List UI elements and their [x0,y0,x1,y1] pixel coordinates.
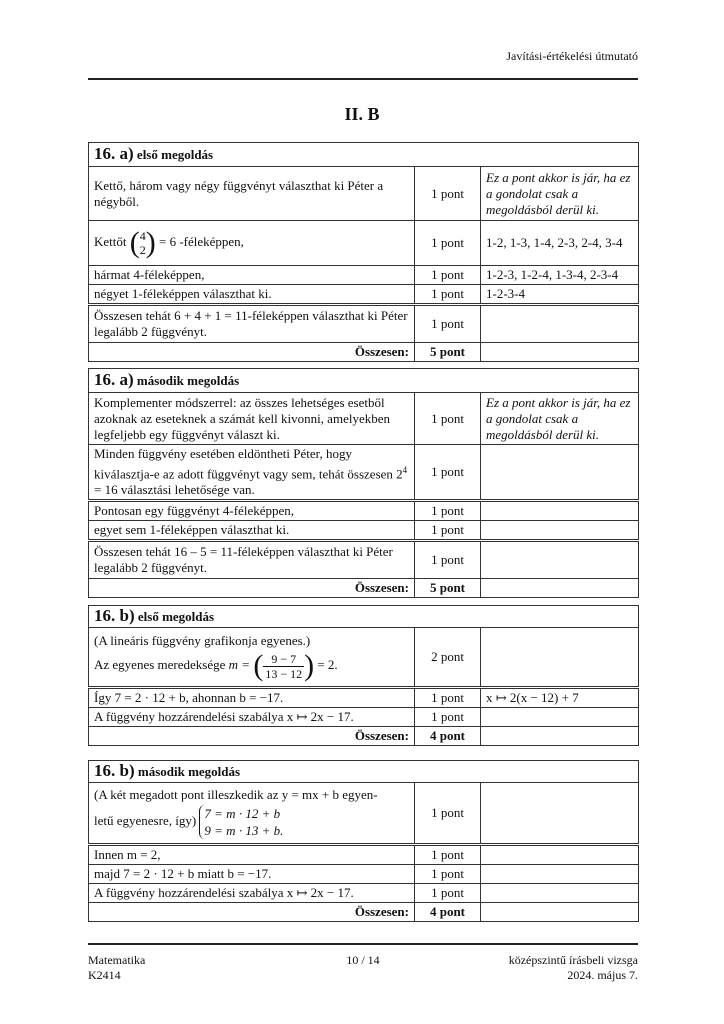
table-row: Kettő, három vagy négy függvényt választhat ki Péter a négyből. 1 pont Ez a pont akkor is jár, ha ez a gondolat csak a megoldásból derül ki. [89,167,639,221]
table-row: majd 7 = 2 · 12 + b miatt b = −17. 1 pont [89,865,639,884]
slope-fraction: $\frac{9 - 7}{13 - 12}$ [265,651,303,681]
table-row: Innen m = 2, 1 pont [89,845,639,865]
binomial: 4 2 [139,229,146,257]
solution-table-16b-second [88,760,639,922]
table-row: A függvény hozzárendelési szabálya x ↦ 2x − 17. 1 pont [89,884,639,903]
table-row: (A lineáris függvény grafikonja egyenes.) Az egyenes meredeksége m = ( $\frac{9 - 7}{13 - 12}$ ) = 2. 2 pont [89,628,639,688]
table-row: Összesen tehát 6 + 4 + 1 = 11-féleképpen választhat ki Péter legalább 2 függvényt. 1 pont [89,305,639,343]
table-row: egyet sem 1-féleképpen választhat ki. 1 pont [89,521,639,541]
table-heading: 16. b) második megoldás [89,761,639,783]
equation-system: 7 = m · 12 + b 9 = m · 13 + b. [199,805,283,839]
page-number: 10 / 14 [346,953,380,967]
table-row: hármat 4-féleképpen, 1 pont 1-2-3, 1-2-4, 1-3-4, 2-3-4 [89,266,639,285]
table-heading: 16. a) második megoldás [89,369,639,393]
footer-left: Matematika K2414 [88,953,146,982]
table-row: Komplementer módszerrel: az összes lehetséges esetből azoknak az eseteknek a számát kell kivonni, amelyekben legfeljebb egy függvényt választ ki. 1 pont Ez a pont akkor is jár, ha ez a gondolat csak a megoldásból derül ki. [89,393,639,445]
total-row: Összesen: 4 pont [89,903,639,922]
table-heading: 16. a) első megoldás [89,143,639,167]
total-row: Összesen: 5 pont [89,343,639,362]
solution-table-16a-second [88,368,639,598]
table-row: Összesen tehát 16 – 5 = 11-féleképpen választhat ki Péter legalább 2 függvényt. 1 pont [89,541,639,579]
table-row: Kettőt ( 4 2 ) = 6 -féleképpen, 1 pont 1-2, 1-3, 1-4, 2-3, 2-4, 3-4 [89,221,639,266]
table-row: négyet 1-féleképpen választhat ki. 1 pont 1-2-3-4 [89,285,639,305]
total-row: Összesen: 5 pont [89,579,639,598]
table-heading: 16. b) első megoldás [89,606,639,628]
table-row: Így 7 = 2 · 12 + b, ahonnan b = −17. 1 pont x ↦ 2(x − 12) + 7 [89,688,639,708]
table-row: (A két megadott pont illeszkedik az y = mx + b egyen- letű egyenesre, így) 7 = m · 12 + b 9 = m · 13 + b. 1 pont [89,783,639,845]
total-row: Összesen: 4 pont [89,727,639,746]
table-row: A függvény hozzárendelési szabálya x ↦ 2x − 17. 1 pont [89,708,639,727]
page-footer [88,943,638,982]
footer-right: középszintű írásbeli vizsga 2024. május 7. [508,953,638,982]
running-header: Javítási-értékelési útmutató [506,49,638,63]
table-row: Pontosan egy függvényt 4-féleképpen, 1 pont [89,501,639,521]
header-rule [88,78,638,80]
solution-table-16b-first [88,605,639,746]
table-row: Minden függvény esetében eldöntheti Péter, hogy kiválasztja-e az adott függvényt vagy sem, tehát összesen $2^4 = 16$ választási lehetősége van. 1 pont [89,445,639,501]
section-title: II. B [344,104,380,124]
solution-table-16a-first [88,142,639,362]
